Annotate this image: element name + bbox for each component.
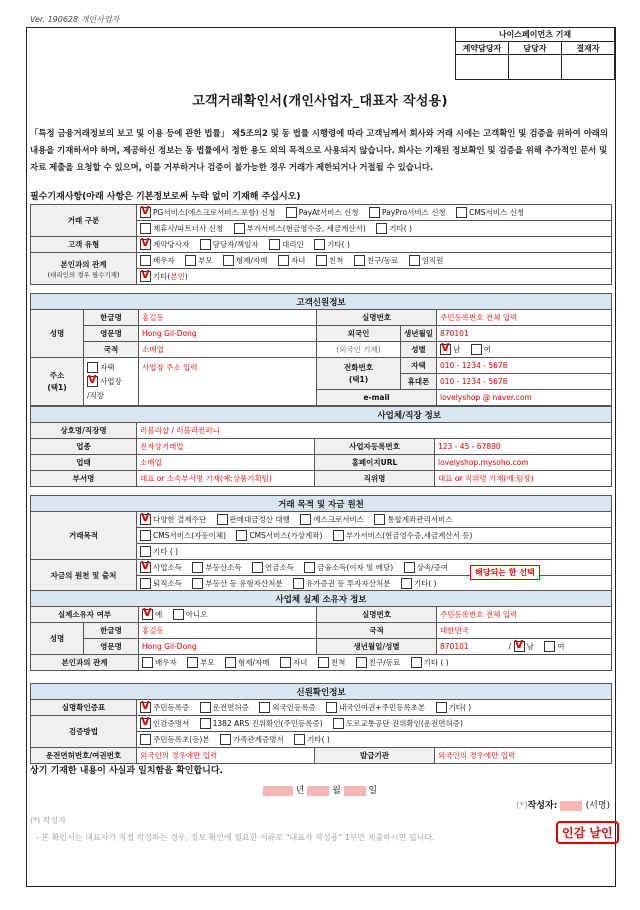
checkbox-icon [140,718,151,729]
rel-opt-parent[interactable]: 부모 [185,255,213,267]
seal-stamp-note: 인감 날인 [556,821,619,844]
checkbox-icon [173,609,184,620]
checkbox-icon [140,734,151,745]
confirm-statement: 상기 기재한 내용이 사실과 일치함을 확인합니다. [30,766,223,776]
approval-box [455,27,615,80]
industry-value[interactable]: 전자상거래업 [137,439,315,455]
year-label: 년 [295,786,305,796]
checkbox-icon [200,239,211,250]
trade-opt-pg[interactable]: VPG서비스(에스크로서비스 포함) 신청 [140,207,275,219]
version-label: Ver. 190628 개인사업자 [30,15,120,24]
purpose-opt-cms-auto[interactable]: CMS서비스(자동이체) [140,530,226,542]
foreigner-label: 외국인 [317,326,401,342]
fund-opt-asset[interactable]: 부동산 등 유형자산처분 [192,578,282,590]
checkbox-icon [140,578,151,589]
relation-other-row [137,269,612,285]
trade-opt-cms[interactable]: CMS서비스 신청 [456,207,524,219]
business-info-table [30,406,612,487]
doc-driver-license[interactable]: 운전면허증 [200,702,249,714]
store-label: 상호명/직장명 [31,423,137,439]
method-seal-cert[interactable]: V인감증명서 [140,718,189,730]
checkbox-icon [326,702,337,713]
sex-female[interactable]: 여 [471,344,491,356]
checkbox-icon [87,362,98,373]
purpose-row3 [137,544,612,560]
approval-sign-cell[interactable] [562,55,615,80]
eng-name-label: 영문명 [84,326,139,342]
method-resident-abstract[interactable]: 주민등록초(등)본 [140,734,210,746]
rel-opt-sibling[interactable]: 형제/자매 [223,255,268,267]
writer-line [516,798,610,811]
store-value[interactable]: 러블리샵 / 러블리컨퍼니 [137,423,612,439]
sex-label: 성별 [401,342,437,358]
checkbox-icon [374,514,385,525]
owner-rel-other[interactable]: 기타 ( ) [411,657,449,669]
checkbox-icon [252,562,263,573]
checkbox-icon [369,207,380,218]
name-label: 성명 [31,310,84,358]
url-value[interactable]: lovelyshop.mysoho.com [435,455,612,471]
trade-type-label: 거래 구분 [31,205,137,237]
checkbox-icon [140,546,151,557]
checkbox-icon [314,239,325,250]
license-value[interactable]: 외국인의 경우에만 입력 [137,748,315,764]
trade-opt-payat[interactable]: PayAt서비스 신청 [286,207,359,219]
trade-opt-partner[interactable]: 제휴사/파트너사 신청 [140,223,223,235]
checkbox-icon [286,207,297,218]
approval-sign-cell[interactable] [509,55,562,80]
fund-row1 [137,560,612,576]
sex-options [437,342,612,358]
checkbox-icon [356,657,367,668]
checkbox-icon [140,271,151,282]
owner-birth-value[interactable]: 870101 [440,641,469,651]
checkbox-icon [304,562,315,573]
owner-rel-sibling[interactable]: 형제/자매 [225,657,270,669]
home-phone-label: 자택 [401,358,437,374]
customer-type-label: 고객 유형 [31,237,137,253]
owner-id-label: 실명번호 [317,607,437,623]
owner-rel-spouse[interactable]: 배우자 [142,657,177,669]
checkbox-icon [140,702,151,713]
owner-no[interactable]: 아니오 [173,609,208,621]
doc-resident-card[interactable]: V 주민등록증 [140,702,189,714]
owner-rel-friend[interactable]: 친구/동료 [356,657,401,669]
checkbox-icon [333,530,344,541]
approval-col-manager: 담당자 [509,42,562,55]
approval-col-contract: 계약담당자 [456,42,509,55]
purpose-label: 거래목적 [31,512,137,560]
checkbox-icon [140,255,151,266]
purpose-opt-payment[interactable]: V다양한 결제수단 [140,514,206,526]
year-input[interactable] [263,786,293,796]
basic-info-table [30,204,612,285]
phone-sub-label: (택1) [348,374,369,384]
id-number-value[interactable]: 주민등록번호 전체 입력 [437,310,612,326]
id-doc-options [137,700,612,716]
owner-id-value[interactable]: 주민등록번호 전체 입력 [437,607,612,623]
month-input[interactable] [307,786,329,796]
approval-company: 나이스페이먼츠 기재 [456,28,615,42]
checkbox-icon [87,376,98,387]
kor-name-value[interactable]: 홍길동 [139,310,317,326]
doc-passport[interactable]: 내국인여권+주민등록초본 [326,702,425,714]
address-label: 주소 [49,370,65,380]
checkbox-icon [140,562,151,573]
nationality-label: 국적 [84,342,139,358]
checkbox-icon [192,578,203,589]
footer-text: - 본 확인서는 대표자가 직접 작성하는 경우, 정보 확인에 필요한 서류로 "대표자 작성용" 1부만 제출하시면 됩니다. [36,833,435,842]
relation-options [137,253,612,269]
signature-label: (서명) [585,801,610,811]
nationality-value[interactable]: 소매업 [139,342,317,358]
checkbox-icon [404,562,415,573]
sex-male[interactable]: V 남 [440,344,460,356]
customer-type-options [137,237,612,253]
section-verify: 신원확인정보 [31,684,612,700]
category-value[interactable]: 소매업 [137,455,315,471]
rel-opt-spouse[interactable]: 배우자 [140,255,175,267]
rel-opt-other[interactable]: V기타(본인) [140,271,188,283]
approval-sign-cell[interactable] [456,55,509,80]
checkbox-icon [333,718,344,729]
fund-opt-inherit[interactable]: 상속/증여 [404,562,449,574]
owner-kor-value[interactable]: 홍길동 [139,623,317,639]
fund-callout: 해당되는 한 선택 [470,565,540,580]
checkbox-icon [280,657,291,668]
purpose-opt-cms-virtual[interactable]: CMS서비스(가상계좌) [236,530,322,542]
checkbox-icon [544,641,555,652]
section-owner: 사업체 실제 소유자 정보 [31,591,612,607]
checkbox-icon [269,239,280,250]
relation-sub-label: (대리인의 경우 필수기재) [47,270,120,279]
fund-opt-financial[interactable]: 금융소득(이자 및 배당) [304,562,393,574]
eng-name-value[interactable]: Hong Gil-Dong [139,326,317,342]
type-opt-manager[interactable]: 담당자/책임자 [200,239,259,251]
approval-col-approver: 결재자 [562,42,615,55]
checkbox-icon [185,255,196,266]
purpose-row2 [137,528,612,544]
position-label: 직위명 [315,471,435,487]
checkbox-icon [436,702,447,713]
industry-label: 업종 [31,439,137,455]
issuer-value[interactable]: 외국인의 경우에만 입력 [435,748,612,764]
fund-source-label: 자금의 원천 및 출처 [31,560,137,592]
owner-birth-label: 생년월일/성별 [317,639,437,655]
checkbox-icon [200,718,211,729]
fund-opt-securities[interactable]: 유가증권 등 투자자산처분 [293,578,390,590]
owner-rel-parent[interactable]: 부모 [187,657,215,669]
writer-label: 작성자: [527,801,558,811]
checkbox-icon [142,609,153,620]
fund-opt-business[interactable]: V사업소득 [140,562,182,574]
checkbox-icon [236,530,247,541]
checkbox-icon [220,734,231,745]
owner-is-options [139,607,317,623]
checkbox-icon [318,657,329,668]
phone-label: 전화번호 [344,362,373,372]
kor-name-label: 한글명 [84,310,139,326]
checkbox-icon [140,223,151,234]
day-label: 일 [368,786,378,796]
doc-foreigner-card[interactable]: 외국인등록증 [259,702,315,714]
writer-prefix: (*) [516,801,528,811]
owner-is-label: 실제소유자 여부 [31,607,139,623]
type-opt-party[interactable]: V 계약당사자 [140,239,189,251]
rel-other-value: 본인 [170,271,185,281]
purpose-opt-settlement[interactable]: 판매대금정산 대행 [217,514,290,526]
owner-eng-label: 영문명 [84,639,139,655]
month-label: 월 [332,786,341,796]
mobile-label: 휴대폰 [401,374,437,390]
owner-eng-value[interactable]: Hong Gil-Dong [139,639,317,655]
day-input[interactable] [344,786,366,796]
checkbox-icon [300,514,311,525]
address-type-options [84,358,139,406]
category-label: 업태 [31,455,137,471]
checkbox-icon [187,657,198,668]
trade-type-row1 [137,205,612,221]
addr-biz[interactable]: V사업장 [87,375,135,389]
trade-opt-other[interactable]: 기타( ) [376,223,412,235]
section-purpose: 거래 목적 및 자금 원천 [31,496,612,512]
owner-rel-child[interactable]: 자녀 [280,657,308,669]
bizno-label: 사업자등록번호 [315,439,435,455]
page-title: 고객거래확인서(개인사업자_대표자 작성용) [192,94,448,109]
type-opt-agent[interactable]: 대리인 [269,239,304,251]
checkbox-icon [409,255,420,266]
id-number-label: 실명번호 [317,310,437,326]
trade-type-row2 [137,221,612,237]
home-phone-value[interactable]: 010 - 1234 - 5678 [437,358,612,374]
checkbox-icon [223,255,234,266]
checkbox-icon [316,255,327,266]
address-value[interactable]: 사업장 주소 입력 [139,358,317,406]
method-row2 [137,732,612,748]
owner-sex-male[interactable]: V남 [514,641,534,653]
trade-opt-paypro[interactable]: PayPro서비스 신청 [369,207,446,219]
customer-identity-table [30,293,612,406]
owner-rel-label: 본인과의 관계 [31,655,139,671]
birth-label: 생년월일 [401,326,437,342]
checkbox-icon [140,514,151,525]
position-value[interactable]: 대표 or 직위명 기재(예:팀장) [435,471,612,487]
owner-table [30,590,612,671]
required-note: 필수기재사항(아래 사항은 기본정보로써 누락 없이 기재해 주십시오) [30,192,301,202]
checkbox-icon [142,657,153,668]
checkbox-icon [259,702,270,713]
section-business: 사업체/직장 정보 [31,407,612,423]
checkbox-icon [471,344,482,355]
doc-other[interactable]: 기타( ) [436,702,472,714]
section-customer: 고객신원정보 [31,294,612,310]
owner-sex-female[interactable]: 여 [544,641,564,653]
checkbox-icon [376,223,387,234]
checkbox-icon [140,530,151,541]
trade-opt-addon[interactable]: 부가서비스(현금영수증, 세금계산서) [234,223,366,235]
dept-label: 부서명 [31,471,137,487]
fund-opt-other[interactable]: 기타( ) [401,578,437,590]
method-road-traffic[interactable]: 도로교통공단 진위확인(운전면허증) [333,718,463,730]
issuer-label: 발급기관 [315,748,435,764]
fund-opt-pension[interactable]: 연금소득 [252,562,294,574]
checkbox-icon [440,344,451,355]
bizno-value[interactable]: 123 - 45 - 67890 [435,439,612,455]
address-sub-label: (택1) [47,382,67,392]
method-label: 검증방법 [31,716,137,748]
purpose-opt-other[interactable]: 기타 ( ) [140,546,178,558]
checkbox-icon [294,734,305,745]
owner-nat-value[interactable]: 대한민국 [437,623,612,639]
owner-kor-label: 한글명 [84,623,139,639]
address-label-cell [31,358,84,406]
checkbox-icon [411,657,422,668]
owner-nat-label: 국적 [317,623,437,639]
email-label: e-mail [317,390,437,406]
date-line [0,783,640,796]
writer-input[interactable] [560,801,582,811]
method-row1 [137,716,612,732]
owner-rel-options [139,655,612,671]
footer-note: (*) 작성자 [30,816,66,825]
dept-value[interactable]: 대표 or 소속부서명 기재(예:상품기획팀) [137,471,315,487]
birth-value[interactable]: 870101 [437,326,612,342]
owner-yes[interactable]: V 예 [142,609,162,621]
owner-name-label: 성명 [31,623,84,655]
checkbox-icon [140,207,151,218]
rel-opt-friend[interactable]: 친구/동료 [354,255,399,267]
fund-opt-realestate[interactable]: 부동산소득 [192,562,241,574]
purpose-row1 [137,512,612,528]
owner-rel-relative[interactable]: 친척 [318,657,346,669]
owner-birth-cell: 870101 / V남 여 [437,639,612,655]
verification-table [30,683,612,764]
phone-label-cell [317,358,401,390]
type-opt-other[interactable]: 기타( ) [314,239,350,251]
id-doc-label: 실명확인증표 [31,700,137,716]
rel-opt-relative[interactable]: 친척 [316,255,344,267]
checkbox-icon [278,255,289,266]
relation-label-cell [31,253,137,285]
foreigner-sub-label: (외국인 기재) [317,342,401,358]
checkbox-icon [293,578,304,589]
checkbox-icon [217,514,228,525]
checkbox-icon [234,223,245,234]
rel-opt-child[interactable]: 자녀 [278,255,306,267]
purpose-opt-addon[interactable]: 부가서비스(현금영수증,세금계산서 등) [333,530,473,542]
method-family-cert[interactable]: 가족관계증명서 [220,734,284,746]
checkbox-icon [354,255,365,266]
relation-label: 본인과의 관계 [60,259,107,269]
rel-opt-employee[interactable]: 임직원 [409,255,444,267]
method-ars[interactable]: 1382 ARS 진위확인(주민등록증) [200,718,323,730]
url-label: 홈페이지URL [315,455,435,471]
purpose-opt-escrow[interactable]: 에스크로서비스 [300,514,364,526]
fund-opt-retire[interactable]: 퇴직소득 [140,578,182,590]
method-other[interactable]: 기타( ) [294,734,330,746]
purpose-opt-account[interactable]: 통합계좌관리서비스 [374,514,452,526]
checkbox-icon [140,239,151,250]
license-label: 운전면허번호/여권번호 [31,748,137,764]
checkbox-icon [192,562,203,573]
email-value[interactable]: lovelyshop @ naver.com [437,390,612,406]
addr-home[interactable]: 자택 [87,361,135,375]
checkbox-icon [200,702,211,713]
checkbox-icon [401,578,412,589]
checkbox-icon [456,207,467,218]
addr-work: /직장 [87,390,105,400]
checkbox-icon [225,657,236,668]
mobile-value[interactable]: 010 - 1234 - 5678 [437,374,612,390]
intro-paragraph: 「특정 금융거래정보의 보고 및 이용 등에 관한 법률」 제5조의2 및 동 법률 시행령에 따라 고객님께서 회사와 거래 시에는 고객확인 및 검증을 위하여 아래의 내용을 기재하셔야 하며, 제공하신 정보는 동 법률에서 정한 용도 외의 목적으로 사용되지 않습니다. 회사는 기재된 정보확인 및 검증을 위해 추가적인 문서 및 자료 제출을 요청할 수 있으며, 이를 거부하거나 검증이 불가능한 경우 거래가 제한되거나 거절될 수 있습니다. [30,128,608,172]
checkbox-icon [514,641,525,652]
